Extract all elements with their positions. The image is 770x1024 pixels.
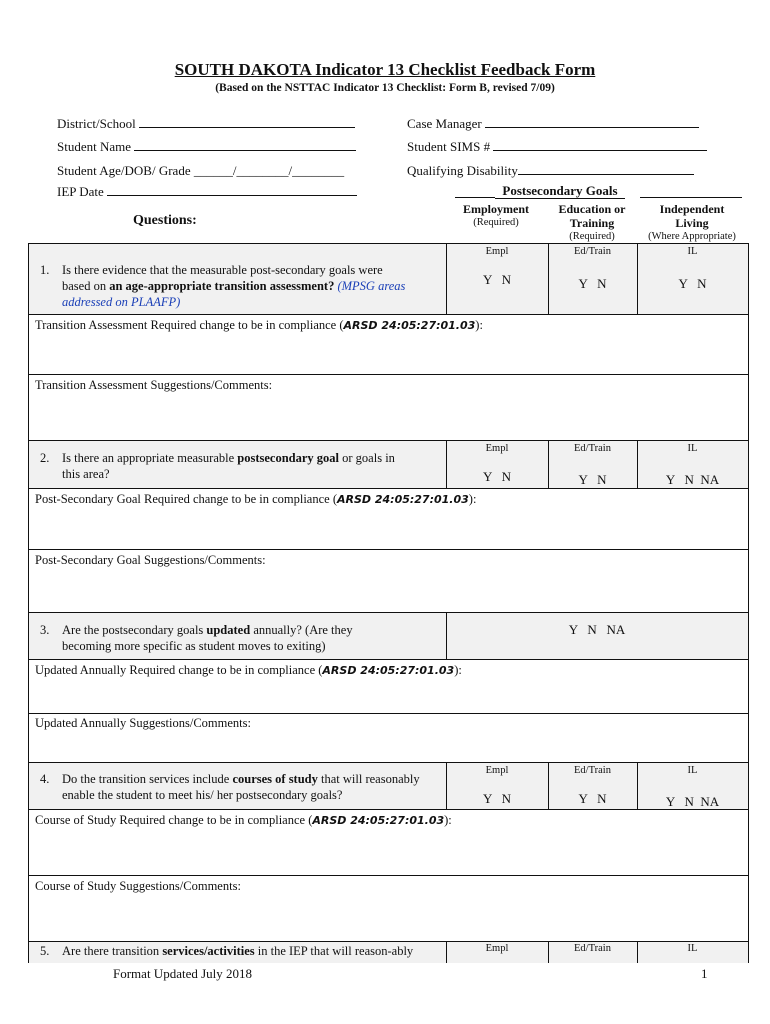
- q2-number: 2.: [40, 451, 50, 465]
- page-title: SOUTH DAKOTA Indicator 13 Checklist Feedback Form: [174, 60, 596, 79]
- q3-suggestions-label: Updated Annually Suggestions/Comments:: [35, 716, 251, 730]
- q3-number: 3.: [40, 623, 50, 637]
- footer-format-date: Format Updated July 2018: [113, 966, 253, 981]
- q2-required-label: Post-Secondary Goal Required change to be in compliance (ARSD 24:05:27:01.03):: [35, 492, 477, 506]
- q4-il-label: IL: [687, 765, 698, 776]
- q2-il-ynna[interactable]: Y N NA: [665, 472, 720, 487]
- q4-empl-label: Empl: [485, 765, 509, 776]
- independent-living-column-header: Independent Living (Where Appropriate): [648, 202, 736, 242]
- case-manager-field[interactable]: Case Manager: [407, 116, 699, 132]
- q1-il-label: IL: [687, 246, 698, 257]
- q4-empl-yn[interactable]: Y N: [482, 791, 512, 806]
- education-column-header: Education or Training (Required): [558, 202, 626, 242]
- page-subtitle: (Based on the NSTTAC Indicator 13 Checklist: Form B, revised 7/09): [215, 82, 555, 94]
- q4-suggestions-label: Course of Study Suggestions/Comments:: [35, 879, 241, 893]
- q4-number: 4.: [40, 772, 50, 786]
- q1-text: Is there evidence that the measurable post-secondary goals were based on an age-appropriate transition assessment? (MPSG areas addressed on PLAAFP): [62, 263, 406, 309]
- q1-suggestions-label: Transition Assessment Suggestions/Comments:: [35, 378, 273, 392]
- q2-edtrain-label: Ed/Train: [574, 443, 611, 454]
- q1-empl-label: Empl: [485, 246, 509, 257]
- q1-number: 1.: [40, 263, 50, 277]
- q5-text: Are there transition services/activities in the IEP that will reason-ably: [62, 944, 414, 958]
- iep-date-field[interactable]: IEP Date: [57, 184, 357, 200]
- q1-required-label: Transition Assessment Required change to be in compliance (ARSD 24:05:27:01.03):: [35, 318, 483, 332]
- q5-il-label: IL: [687, 943, 698, 954]
- q4-text: Do the transition services include courses of study that will reasonably enable the student to meet his/ her postsecondary goals?: [62, 772, 420, 802]
- questions-label: Questions:: [133, 213, 197, 228]
- q3-required-label: Updated Annually Required change to be in compliance (ARSD 24:05:27:01.03):: [35, 663, 462, 677]
- q4-edtrain-yn[interactable]: Y N: [578, 791, 607, 806]
- q1-empl-yn[interactable]: Y N: [482, 272, 512, 287]
- q1-edtrain-yn[interactable]: Y N: [578, 276, 607, 291]
- q2-il-label: IL: [687, 443, 698, 454]
- q2-empl-label: Empl: [485, 443, 509, 454]
- page-number: 1: [701, 966, 708, 981]
- postsecondary-goals-heading: Postsecondary Goals: [502, 183, 618, 198]
- qualifying-disability-field[interactable]: Qualifying Disability: [407, 163, 694, 179]
- q2-suggestions-label: Post-Secondary Goal Suggestions/Comments:: [35, 553, 266, 567]
- employment-column-header: Employment (Required): [463, 202, 529, 228]
- q5-edtrain-label: Ed/Train: [574, 943, 611, 954]
- student-age-field[interactable]: Student Age/DOB/ Grade ______/________/________: [57, 163, 345, 178]
- q2-edtrain-yn[interactable]: Y N: [578, 472, 607, 487]
- q5-empl-label: Empl: [485, 943, 509, 954]
- q4-required-label: Course of Study Required change to be in compliance (ARSD 24:05:27:01.03):: [35, 813, 452, 827]
- q3-ynna[interactable]: Y N NA: [568, 622, 626, 637]
- q4-il-ynna[interactable]: Y N NA: [665, 794, 720, 809]
- q4-edtrain-label: Ed/Train: [574, 765, 611, 776]
- q2-text: Is there an appropriate measurable postsecondary goal or goals in this area?: [62, 451, 395, 481]
- q3-text: Are the postsecondary goals updated annually? (Are they becoming more specific as student moves to exiting): [62, 623, 353, 653]
- q1-il-yn[interactable]: Y N: [678, 276, 707, 291]
- q5-number: 5.: [40, 944, 50, 958]
- q1-edtrain-label: Ed/Train: [574, 246, 611, 257]
- district-school-field[interactable]: District/School: [57, 116, 355, 132]
- student-sims-field[interactable]: Student SIMS #: [407, 139, 707, 155]
- q2-empl-yn[interactable]: Y N: [482, 469, 512, 484]
- student-name-field[interactable]: Student Name: [57, 139, 356, 155]
